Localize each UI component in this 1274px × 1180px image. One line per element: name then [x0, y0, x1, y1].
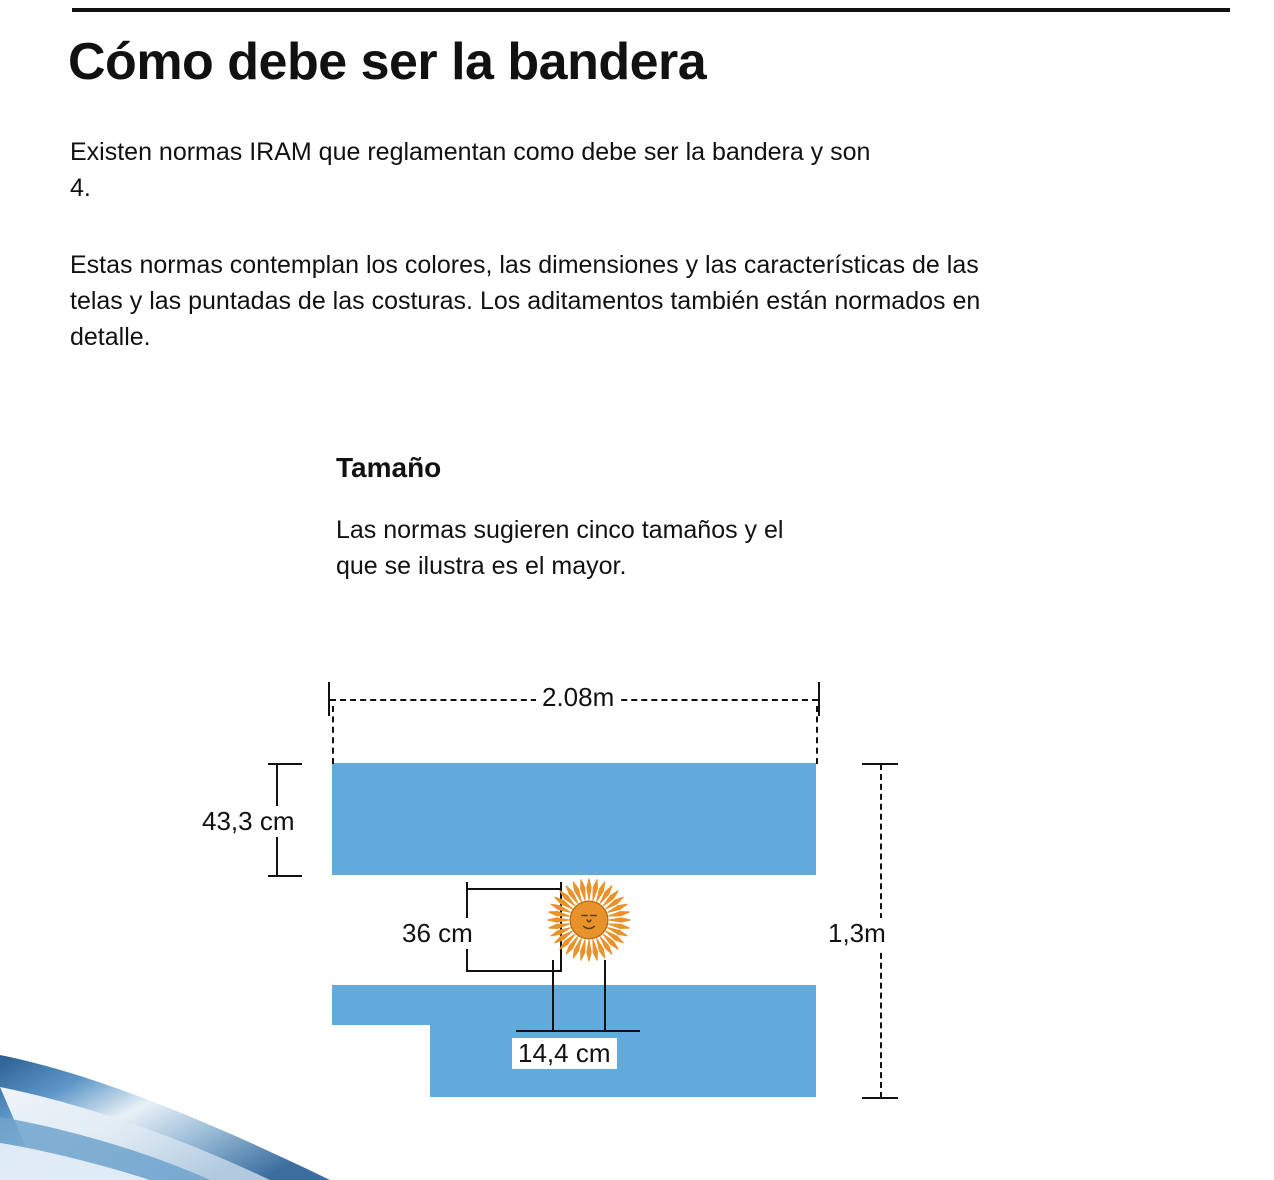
band-height-tick-top	[268, 763, 302, 765]
sol-de-mayo-icon	[544, 875, 634, 983]
sun-size-label: 14,4 cm	[512, 1038, 617, 1069]
intro-paragraph-2: Estas normas contemplan los colores, las dimensiones y las características de las telas y las puntadas de las costuras. Los aditamentos también están normados en detalle.	[70, 251, 981, 351]
page-title: Cómo debe ser la bandera	[68, 33, 707, 91]
flag-band-top	[332, 763, 816, 875]
total-height-label: 1,3m	[822, 918, 892, 949]
sun-size-dimension-line	[516, 1030, 640, 1032]
width-tick-right	[818, 682, 820, 716]
band-height-tick-bottom	[268, 875, 302, 877]
size-section-description: Las normas sugieren cinco tamaños y el que se ilustra es el mayor.	[336, 516, 784, 581]
width-label: 2.08m	[536, 682, 620, 713]
top-divider	[72, 8, 1230, 12]
width-extension-left	[332, 706, 334, 764]
width-extension-right	[816, 706, 818, 764]
flag-photo	[0, 1025, 430, 1180]
intro-paragraph-1: Existen normas IRAM que reglamentan como debe ser la bandera y son 4.	[70, 138, 871, 202]
band-height-label: 43,3 cm	[196, 806, 301, 837]
sun-offset-label: 36 cm	[396, 918, 479, 949]
size-section-title: Tamaño	[336, 452, 442, 483]
